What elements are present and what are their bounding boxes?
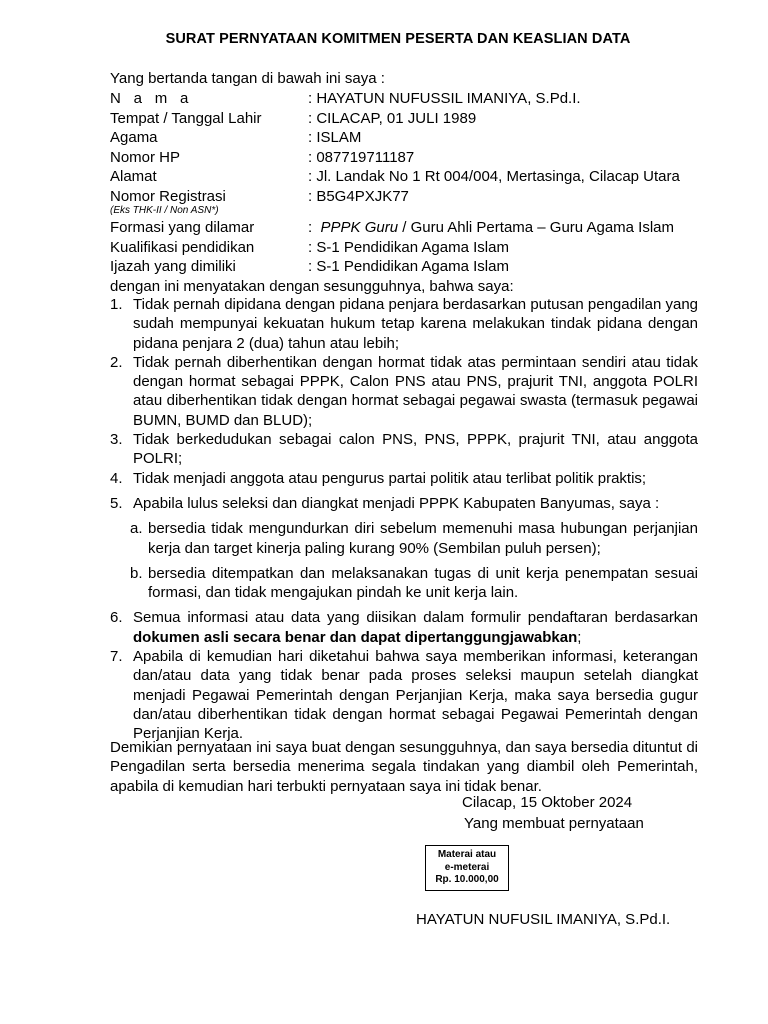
intro-text: Yang bertanda tangan di bawah ini saya : (110, 70, 385, 87)
sub-item (110, 519, 698, 558)
field-label: N a m a (110, 90, 193, 107)
formasi-colon: : (308, 219, 313, 236)
item-text: Apabila lulus seleksi dan diangkat menjadi PPPK Kabupaten Banyumas, saya : (133, 494, 660, 512)
statement-list (110, 295, 698, 744)
list-item (110, 353, 698, 430)
field-value (308, 218, 674, 238)
formasi-emph: PPPK Guru (320, 219, 399, 236)
field-label: Ijazah yang dimiliki (110, 258, 236, 275)
sub-item-letter: b. (130, 564, 143, 582)
list-item (110, 494, 698, 513)
document-title: SURAT PERNYATAAN KOMITMEN PESERTA DAN KEASLIAN DATA (165, 31, 631, 47)
list-item (110, 469, 698, 488)
field-value: : 087719711187 (308, 148, 415, 166)
item-text: Semua informasi atau data yang diisikan dalam formulir pendaftaran berdasarkan (133, 609, 698, 627)
stamp-line: Rp. 10.000,00 (435, 874, 499, 886)
item-number: 4. (110, 469, 123, 487)
stamp-box (425, 845, 509, 891)
list-item (110, 608, 698, 647)
item-bold-text: dokumen asli secara benar dan dapat dipertanggungjawabkan (133, 628, 578, 646)
closing-paragraph: Demikian pernyataan ini saya buat dengan sesungguhnya, dan saya bersedia dituntut di Pengadilan serta bersedia menerima segala tindakan yang diambil oleh Pemerintah, apabila di kemudian hari terbukti pernyataan saya ini tidak benar. (110, 739, 698, 795)
field-value: : S-1 Pendidikan Agama Islam (308, 258, 509, 275)
item-text: Tidak pernah dipidana dengan pidana penjara berdasarkan putusan pengadilan yang sudah mempunyai kekuatan hukum tetap karena melakukan tindak pidana dengan pidana penjara 2 (dua) tahun atau lebih; (133, 296, 698, 352)
signatory-name: HAYATUN NUFUSIL IMANIYA, S.Pd.I. (416, 911, 671, 928)
field-value: : HAYATUN NUFUSSIL IMANIYA, S.Pd.I. (308, 90, 581, 107)
registrasi-note: (Eks THK-II / Non ASN*) (110, 205, 219, 216)
item-number: 7. (110, 648, 123, 666)
place-date: Cilacap, 15 Oktober 2024 (462, 794, 633, 811)
item-text-end: ; (577, 628, 582, 646)
field-kualifikasi (110, 238, 730, 258)
field-value: : ISLAM (308, 129, 362, 146)
declaration-text: dengan ini menyatakan dengan sesungguhnya, bahwa saya: (110, 278, 514, 295)
qualification-fields (110, 218, 730, 277)
field-label: Kualifikasi pendidikan (110, 238, 255, 256)
sub-item (110, 564, 698, 603)
field-tempat-tanggal-lahir (110, 109, 730, 129)
field-formasi (110, 218, 730, 238)
field-label: Tempat / Tanggal Lahir (110, 109, 262, 127)
sub-item-text: bersedia tidak mengundurkan diri sebelum memenuhi masa hubungan perjanjian kerja dan target kinerja paling kurang 90% (Sembilan puluh persen); (148, 520, 698, 557)
field-nomor-hp (110, 148, 730, 168)
stamp-line: Materai atau (437, 849, 497, 861)
item-text: Apabila di kemudian hari diketahui bahwa saya memberikan informasi, keterangan dan/atau data yang tidak benar pada proses seleksi maupun setelah diangkat menjadi Pegawai Pemerintah dengan Perjanjian Kerja, maka saya bersedia gugur dan/atau diberhentikan tidak dengan hormat sebagai Pegawai Pemerintah dengan Perjanjian Kerja. (133, 648, 698, 743)
item-number: 6. (110, 609, 123, 627)
item-number: 3. (110, 431, 123, 449)
item-number: 2. (110, 353, 123, 371)
field-nama (110, 89, 730, 109)
field-label: Nomor HP (110, 148, 181, 166)
maker-label: Yang membuat pernyataan (464, 815, 644, 832)
list-item (110, 295, 698, 353)
field-alamat (110, 167, 730, 187)
item-text: Tidak berkedudukan sebagai calon PNS, PNS, PPPK, prajurit TNI, atau anggota POLRI; (133, 431, 698, 468)
field-agama (110, 128, 730, 148)
field-label: Alamat (110, 168, 157, 185)
field-nomor-registrasi (110, 187, 730, 207)
item-text: Tidak pernah diberhentikan dengan hormat tidak atas permintaan sendiri atau tidak dengan hormat sebagai PPPK, Calon PNS atau PNS, prajurit TNI, anggota POLRI atau diberhentikan tidak dengan hormat sebagai pegawai swasta (termasuk pegawai BUMN, BUMD dan BLUD); (133, 353, 698, 429)
field-ijazah (110, 257, 730, 277)
sub-item-text: bersedia ditempatkan dan melaksanakan tugas di unit kerja penempatan sesuai formasi, dan tidak mengajukan pindah ke unit kerja lain. (148, 564, 698, 602)
item-number: 5. (110, 494, 123, 512)
sub-item-letter: a. (130, 520, 143, 538)
field-label: Nomor Registrasi (110, 187, 226, 205)
list-item (110, 430, 698, 469)
identity-fields (110, 89, 730, 206)
field-value: : Jl. Landak No 1 Rt 004/004, Mertasinga, Cilacap Utara (308, 168, 680, 185)
item-number: 1. (110, 296, 123, 313)
field-label: Agama (110, 129, 158, 146)
item-text: Tidak menjadi anggota atau pengurus partai politik atau terlibat politik praktis; (133, 469, 647, 487)
field-value: : S-1 Pendidikan Agama Islam (308, 238, 509, 256)
list-item (110, 647, 698, 743)
stamp-line: e-meterai (444, 861, 490, 873)
field-label: Formasi yang dilamar (110, 219, 255, 236)
field-value: : B5G4PXJK77 (308, 187, 409, 205)
field-value: : CILACAP, 01 JULI 1989 (308, 109, 477, 127)
formasi-rest: / Guru Ahli Pertama – Guru Agama Islam (398, 219, 675, 236)
